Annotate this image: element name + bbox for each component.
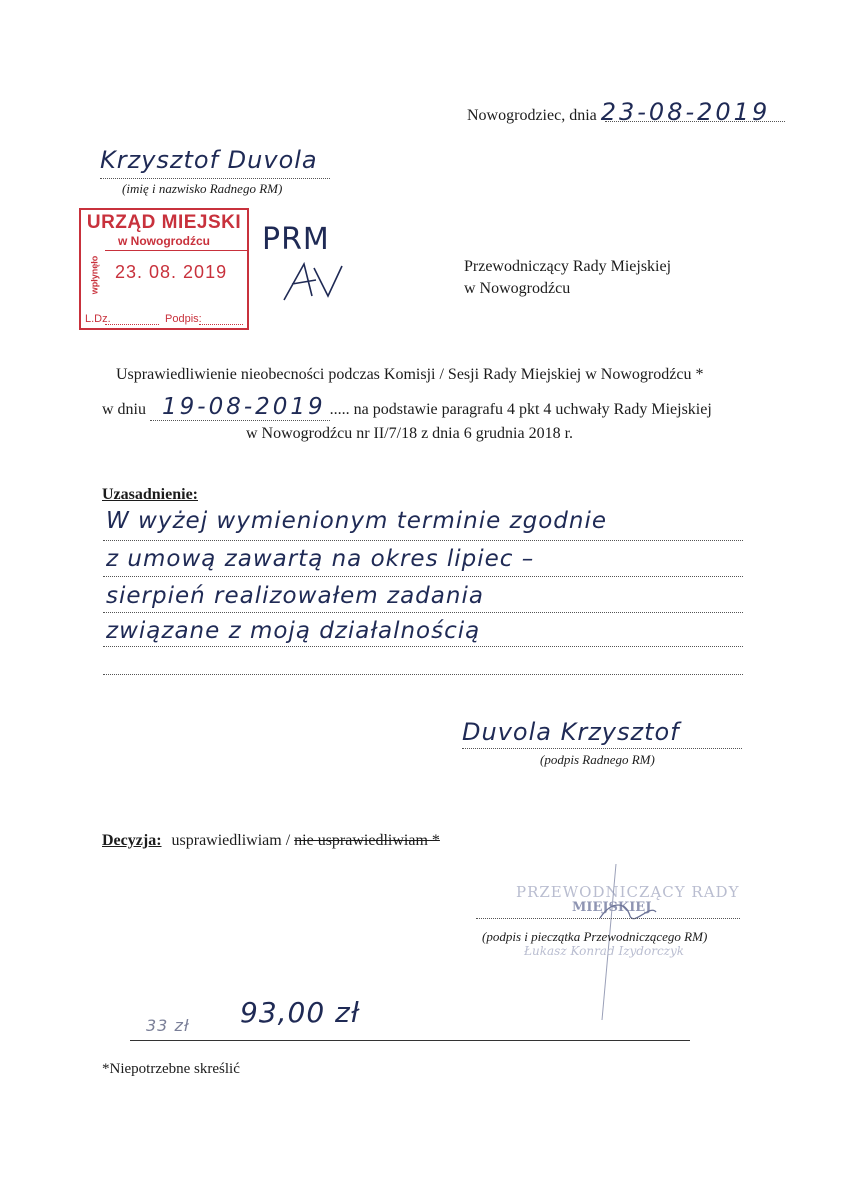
justification-dotline-5 [103, 674, 743, 675]
justification-dotline-4 [103, 646, 743, 647]
place-date-dotline [605, 121, 785, 122]
registration-stamp [79, 208, 249, 330]
decision [102, 832, 440, 850]
chair-stamp-name: Łukasz Konrad Izydorczyk [524, 944, 685, 958]
decision-label: Decyzja: [102, 832, 162, 849]
body-line1: Usprawiedliwienie nieobecności podczas Komisji / Sesji Rady Miejskiej w Nowogrodźcu * [116, 366, 704, 383]
name-dotline [100, 178, 330, 179]
body-line2 [102, 394, 712, 420]
place-date-prefix: Nowogrodziec, dnia [467, 107, 597, 124]
justification-line-1: W wyżej wymienionym terminie zgodnie [106, 508, 608, 534]
name-caption: (imię i nazwisko Radnego RM) [122, 181, 283, 196]
amount-underline [130, 1040, 690, 1041]
signature-caption: (podpis Radnego RM) [540, 752, 655, 767]
justification-line-3: sierpień realizowałem zadania [106, 583, 484, 609]
stamp-date: 23. 08. 2019 [115, 262, 228, 282]
body-line2-suffix: ..... na podstawie paragrafu 4 pkt 4 uchwały Rady Miejskiej [329, 401, 712, 418]
stamp-podpis-line [199, 324, 243, 325]
amount-handwritten: 93,00 zł [240, 996, 360, 1029]
body-line2-prefix: w dniu [102, 401, 146, 418]
chair-caption: (podpis i pieczątka Przewodniczącego RM) [482, 929, 708, 944]
justification-line-2: z umową zawartą na okres lipiec – [106, 546, 535, 572]
justification-dotline-2 [103, 576, 743, 577]
signature-dotline [462, 748, 742, 749]
stamp-title: URZĄD MIEJSKI [86, 212, 242, 233]
councillor-signature-handwritten: Duvola Krzysztof [462, 718, 680, 746]
justification-label: Uzasadnienie: [102, 486, 198, 503]
chair-stamp-line1: PRZEWODNICZĄCY RADY [516, 883, 740, 901]
body-line3: w Nowogrodźcu nr II/7/18 z dnia 6 grudnia 2018 r. [246, 425, 574, 442]
footnote: *Niepotrzebne skreślić [102, 1061, 240, 1077]
stamp-side-label: wpłynęło [89, 255, 100, 295]
decision-selected: usprawiedliwiam / [171, 832, 291, 849]
stamp-divider [105, 250, 247, 251]
absence-date-handwritten: 19-08-2019 [150, 394, 330, 421]
stamp-ldz-line [105, 324, 159, 325]
place-date-handwritten: 23-08-2019 [600, 98, 771, 126]
stamp-ldz-label: L.Dz. [85, 313, 111, 325]
chair-stamp-line2: MIEJSKIEJ [572, 900, 652, 915]
recipient-line2: w Nowogrodźcu [464, 280, 571, 297]
justification-line-4: związane z moją działalnością [106, 618, 481, 644]
stamp-podpis-label: Podpis: [165, 313, 202, 325]
decision-struck: nie usprawiedliwiam * [294, 832, 440, 849]
stamp-subtitle: w Nowogrodźcu [118, 234, 210, 248]
recipient-line1: Przewodniczący Rady Miejskiej [464, 258, 672, 275]
prm-initials-handwritten: PRM [262, 222, 330, 257]
chair-dotline [476, 918, 740, 919]
justification-dotline-3 [103, 612, 743, 613]
councillor-name-handwritten: Krzysztof Duvola [100, 146, 318, 174]
justification-dotline-1 [103, 540, 743, 541]
initials-scribble-icon [276, 258, 348, 304]
amount-small-handwritten: 33 zł [146, 1016, 190, 1035]
